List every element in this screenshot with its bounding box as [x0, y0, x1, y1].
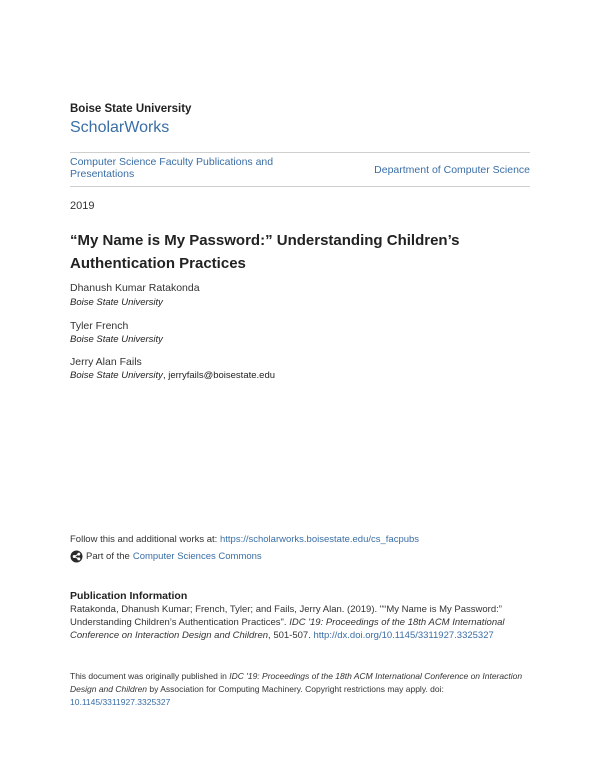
author-email: , jerryfails@boisestate.edu [162, 370, 276, 381]
commons-link[interactable]: Computer Sciences Commons [132, 551, 262, 562]
author-name: Dhanush Kumar Ratakonda [70, 282, 200, 294]
repository-link[interactable]: ScholarWorks [70, 119, 170, 136]
collection-link[interactable]: Computer Science Faculty Publications and Presentations [70, 156, 274, 180]
department-link[interactable]: Department of Computer Science [374, 164, 530, 176]
author-affiliation: Boise State University [70, 334, 163, 345]
publication-citation: Ratakonda, Dhanush Kumar; French, Tyler; and Fails, Jerry Alan. (2019). "“My Name is My Password:” Understanding Children’s Authentication Practices". IDC '19: Proceedings of the 18th ACM International Conference on Interaction Design and Children, 501-507. http://dx.doi.org/10.1145/3311927.3325327 [70, 604, 505, 641]
top-divider [70, 152, 530, 153]
doi-link[interactable]: http://dx.doi.org/10.1145/3311927.3325327 [313, 630, 494, 641]
paper-title: “My Name is My Password:” Understanding Children’s Authentication Practices [70, 232, 460, 272]
author-affiliation: Boise State University [70, 297, 163, 308]
publication-year: 2019 [70, 200, 95, 212]
follow-line: Follow this and additional works at: https://scholarworks.boisestate.edu/cs_facpubs [70, 534, 420, 545]
author-name: Jerry Alan Fails [70, 356, 142, 368]
share-icon [70, 550, 83, 563]
bottom-divider [70, 186, 530, 187]
institution-name: Boise State University [70, 103, 192, 115]
doi-short-link[interactable]: 10.1145/3311927.3325327 [70, 697, 171, 707]
author-affiliation: Boise State University, jerryfails@boisestate.edu [70, 370, 276, 381]
publication-note: This document was originally published in IDC '19: Proceedings of the 18th ACM International Conference on Interaction Design and Children by Association for Computing Machinery. Copyright restrictions may apply. doi: 10.1145/3311927.3325327 [70, 671, 523, 707]
part-of-line: Part of the Computer Sciences Commons [70, 550, 262, 563]
collection-url-link[interactable]: https://scholarworks.boisestate.edu/cs_facpubs [219, 534, 420, 545]
author-name: Tyler French [70, 320, 129, 332]
publication-info-heading: Publication Information [70, 590, 188, 602]
